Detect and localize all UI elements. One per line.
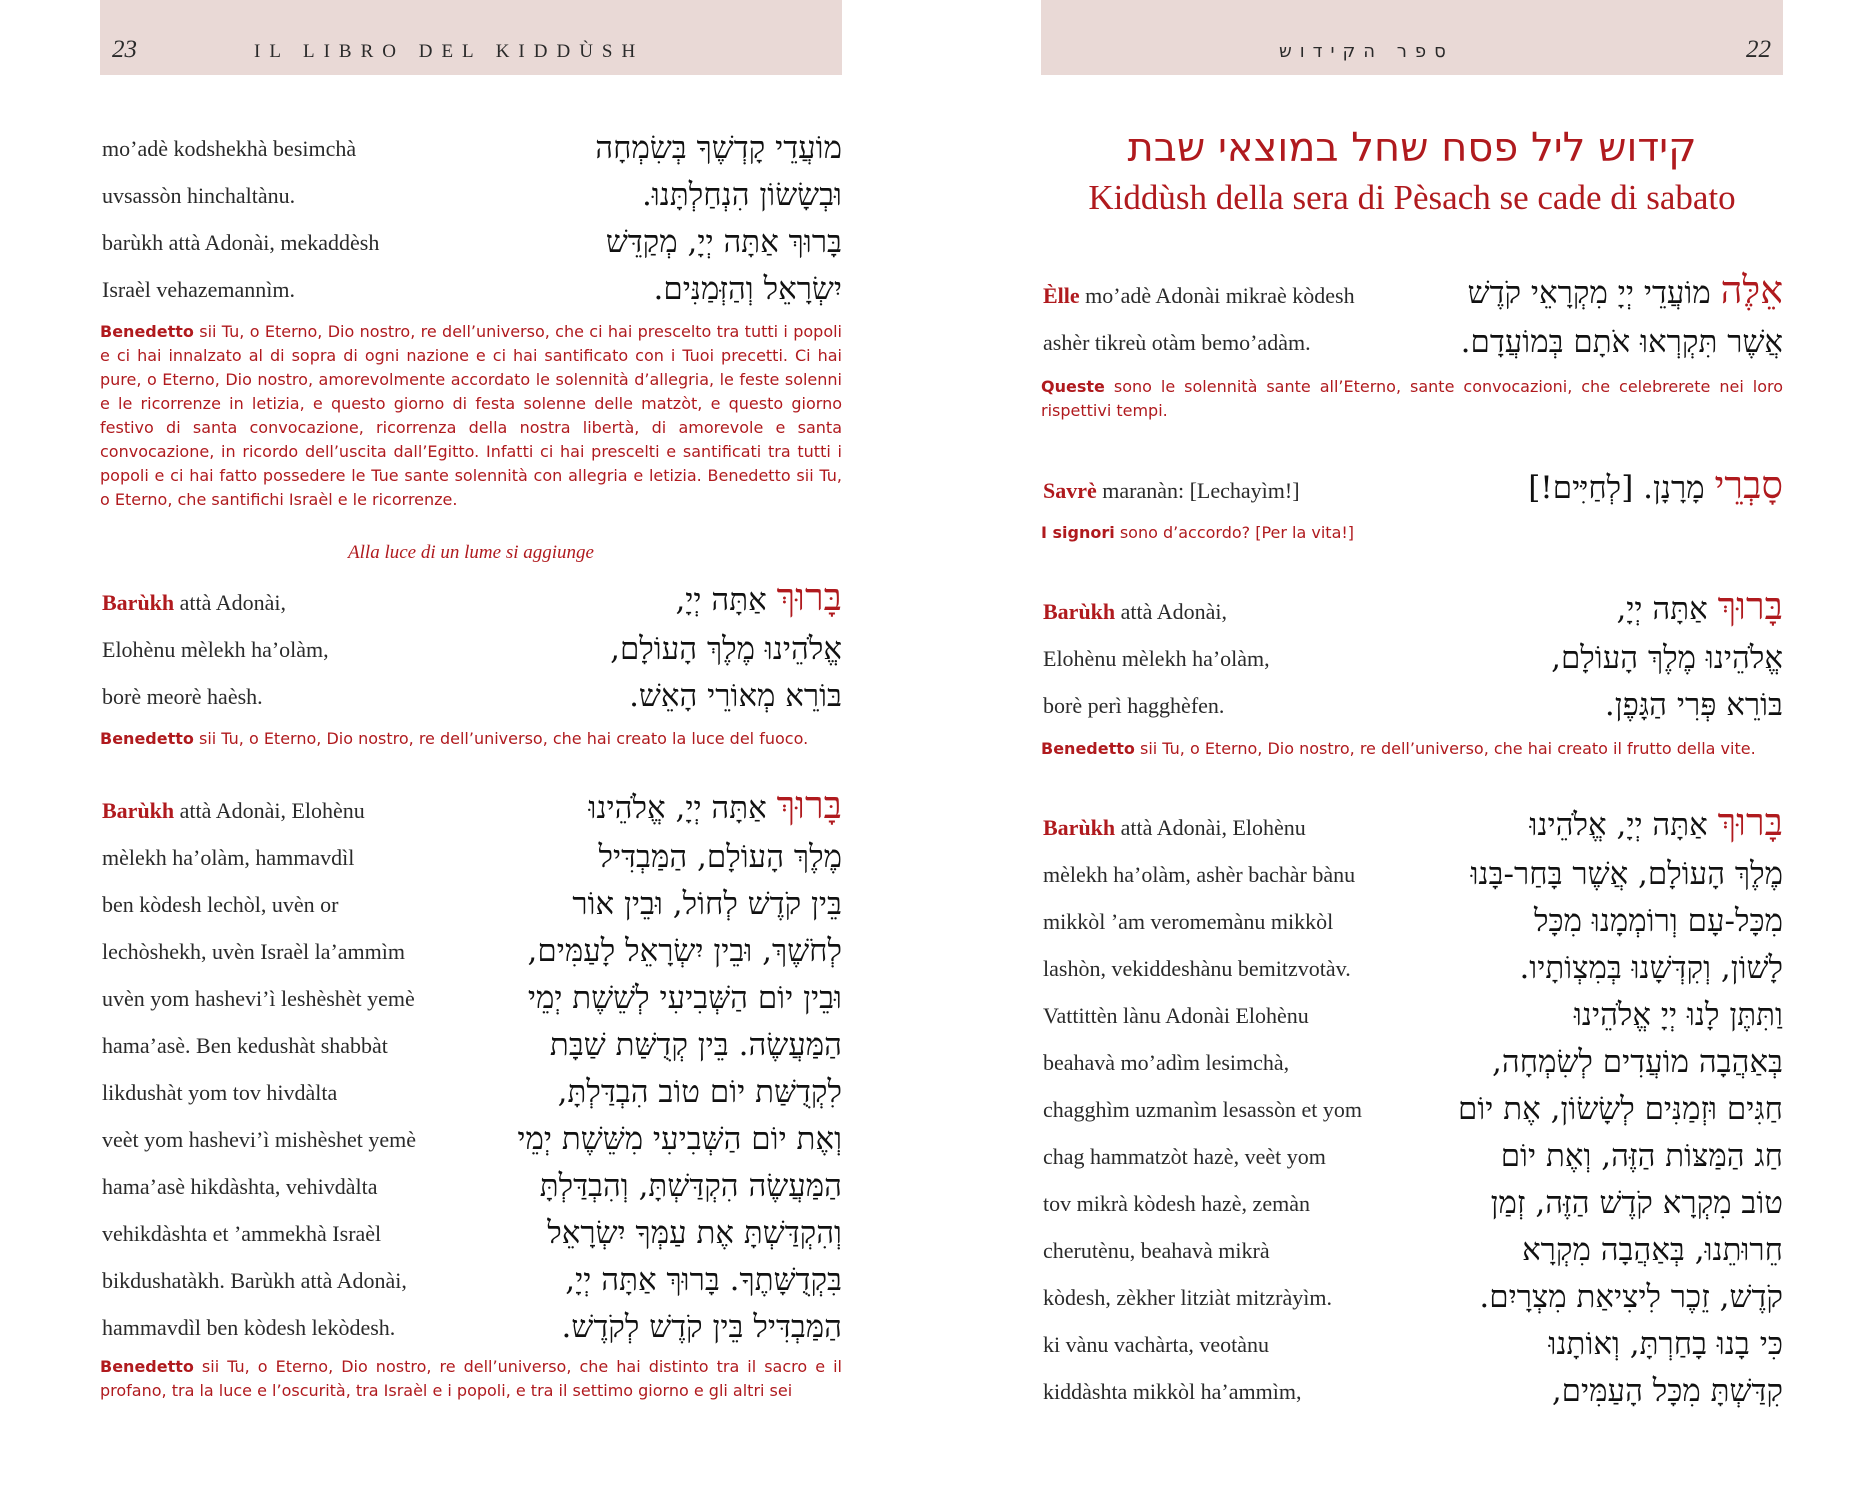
transliteration: mo’adè kodshekhà besimchà bbox=[102, 136, 357, 161]
hebrew-text: קִדַּשְׁתָּ מִכָּל הָעַמִּים, bbox=[1551, 1373, 1783, 1409]
translation-text: sii Tu, o Eterno, Dio nostro, re dell’universo, che hai creato la luce del fuoco. bbox=[193, 729, 809, 748]
verse-block bbox=[1041, 270, 1783, 364]
verse-line bbox=[100, 973, 842, 1020]
transliteration: mèlekh ha’olàm, hammavdìl bbox=[102, 845, 355, 870]
hebrew-text: קֹדֶשׁ, זֵכֶר לִיצִיאַת מִצְרָיִם. bbox=[1479, 1279, 1783, 1315]
section-title-hebrew: קידוש ליל פסח שחל במוצאי שבת bbox=[1127, 125, 1697, 171]
rubric-note: Alla luce di un lume si aggiunge bbox=[348, 542, 594, 563]
verse-line bbox=[100, 785, 842, 832]
verse-line bbox=[1041, 943, 1783, 990]
hebrew-text: מֶלֶךְ הָעוֹלָם, הַמַּבְדִּיל bbox=[598, 839, 842, 875]
transliteration: hama’asè. Ben kedushàt shabbàt bbox=[102, 1033, 388, 1058]
hebrew-text: חֵרוּתֵנוּ, בְּאַהֲבָה מִקְרָא bbox=[1522, 1232, 1783, 1268]
page-number: 23 bbox=[112, 36, 137, 63]
hebrew-text: הַמַּעֲשֶׂה. בֵּין קְדֻשַּׁת שַׁבָּת bbox=[549, 1027, 842, 1063]
transliteration: Elohènu mèlekh ha’olàm, bbox=[102, 637, 329, 662]
transliteration: ashèr tikreù otàm bemo’adàm. bbox=[1043, 330, 1311, 355]
verse-line bbox=[1041, 896, 1783, 943]
page-number: 22 bbox=[1746, 36, 1771, 63]
verse-line bbox=[100, 671, 842, 718]
transliteration: cherutènu, beahavà mikrà bbox=[1043, 1238, 1270, 1263]
right-page bbox=[1041, 0, 1783, 1500]
verse-line bbox=[1041, 1319, 1783, 1366]
translation-first-word: Benedetto bbox=[100, 322, 194, 341]
verse-line bbox=[100, 1067, 842, 1114]
hebrew-text: אֱלֹהֵינוּ מֶלֶךְ הָעוֹלָם, bbox=[610, 631, 842, 667]
verse-line bbox=[100, 1161, 842, 1208]
transliteration: Barùkh attà Adonài, bbox=[1043, 599, 1227, 624]
verse-line bbox=[100, 879, 842, 926]
transliteration: Èlle mo’adè Adonài mikraè kòdesh bbox=[1043, 283, 1355, 308]
verse-line bbox=[1041, 990, 1783, 1037]
verse-line bbox=[100, 832, 842, 879]
hebrew-text: אֲשֶׁר תִּקְרְאוּ אֹתָם בְּמוֹעֲדָם. bbox=[1460, 324, 1783, 360]
verse-line bbox=[100, 624, 842, 671]
verse-line bbox=[1041, 465, 1783, 512]
hebrew-text: וַתִּתֶּן לָנוּ יְיָ אֱלֹהֵינוּ bbox=[1573, 997, 1783, 1033]
verse-line bbox=[100, 1302, 842, 1349]
verse-line bbox=[100, 926, 842, 973]
hebrew-text: בֵּין קֹדֶשׁ לְחוֹל, וּבֵין אוֹר bbox=[572, 886, 842, 922]
hebrew-text: אֱלֹהֵינוּ מֶלֶךְ הָעוֹלָם, bbox=[1551, 640, 1783, 676]
hebrew-text: חַג הַמַּצּוֹת הַזֶּה, וְאֶת יוֹם bbox=[1500, 1138, 1783, 1174]
translation-paragraph bbox=[100, 727, 842, 751]
transliteration: lechòshekh, uvèn Israèl la’ammìm bbox=[102, 939, 406, 964]
transliteration: chagghìm uzmanìm lesassòn et yom bbox=[1043, 1097, 1362, 1122]
hebrew-text: לִקְדֻשַּׁת יוֹם טוֹב הִבְדַּלְתָּ, bbox=[557, 1074, 842, 1110]
hebrew-text: בָּרוּךְ אַתָּה יְיָ, bbox=[1616, 584, 1783, 628]
hebrew-text: לָשׁוֹן, וְקִדְּשָׁנוּ בְּמִצְוֹתָיו. bbox=[1519, 950, 1783, 986]
verse-block bbox=[100, 123, 842, 311]
verse-line bbox=[1041, 1084, 1783, 1131]
verse-line bbox=[1041, 1366, 1783, 1413]
hebrew-text: וְאֶת יוֹם הַשְּׁבִיעִי מִשֵּׁשֶׁת יְמֵי bbox=[517, 1121, 842, 1157]
verse-line bbox=[100, 1208, 842, 1255]
transliteration: Savrè maranàn: [Lechayìm!] bbox=[1043, 478, 1300, 503]
verse-line bbox=[1041, 1272, 1783, 1319]
transliteration: hama’asè hikdàshta, vehivdàlta bbox=[102, 1174, 378, 1199]
transliteration: ki vànu vachàrta, veotànu bbox=[1043, 1332, 1270, 1357]
transliteration: borè perì hagghèfen. bbox=[1043, 693, 1225, 718]
transliteration: borè meorè haèsh. bbox=[102, 684, 263, 709]
hebrew-text: חַגִּים וּזְמַנִּים לְשָׂשׂוֹן, אֶת יוֹם bbox=[1458, 1091, 1783, 1127]
transliteration: mèlekh ha’olàm, ashèr bachàr bànu bbox=[1043, 862, 1356, 887]
hebrew-text: מִכָּל-עָם וְרוֹמְמָנוּ מִכָּל bbox=[1534, 903, 1783, 939]
verse-line bbox=[1041, 1178, 1783, 1225]
hebrew-text: וּבֵין יוֹם הַשְּׁבִיעִי לְשֵׁשֶׁת יְמֵי bbox=[527, 980, 842, 1016]
translation-first-word: Benedetto bbox=[1041, 739, 1135, 758]
hebrew-text: בּוֹרֵא מְאוֹרֵי הָאֵשׁ. bbox=[629, 678, 842, 714]
hebrew-text: בָּרוּךְ אַתָּה יְיָ, bbox=[675, 575, 842, 619]
transliteration: uvsassòn hinchaltànu. bbox=[102, 183, 296, 208]
hebrew-text: וּבְשָׂשׂוֹן הִנְחַלְתָּנוּ. bbox=[642, 177, 842, 213]
left-page bbox=[100, 0, 842, 1500]
transliteration: ben kòdesh lechòl, uvèn or bbox=[102, 892, 339, 917]
transliteration: kòdesh, zèkher litziàt mitzràyìm. bbox=[1043, 1285, 1332, 1310]
verse-line bbox=[100, 1020, 842, 1067]
transliteration: Vattittèn lànu Adonài Elohènu bbox=[1043, 1003, 1309, 1028]
verse-line bbox=[100, 170, 842, 217]
transliteration: barùkh attà Adonài, mekaddèsh bbox=[102, 230, 380, 255]
hebrew-text: בָּרוּךְ אַתָּה יְיָ, אֱלֹהֵינוּ bbox=[1529, 800, 1783, 844]
hebrew-text: בּוֹרֵא פְּרִי הַגָּפֶן. bbox=[1604, 687, 1783, 723]
hebrew-text: אֵלֶּה מוֹעֲדֵי יְיָ מִקְרָאֵי קֹדֶשׁ bbox=[1467, 268, 1783, 312]
verse-line bbox=[100, 577, 842, 624]
verse-line bbox=[1041, 680, 1783, 727]
hebrew-text: מֶלֶךְ הָעוֹלָם, אֲשֶׁר בָּחַר-בָּנוּ bbox=[1470, 856, 1783, 892]
verse-block bbox=[100, 785, 842, 1349]
hebrew-text: בָּרוּךְ אַתָּה יְיָ, מְקַדֵּשׁ bbox=[605, 224, 842, 260]
transliteration: lashòn, vekiddeshànu bemitzvotàv. bbox=[1043, 956, 1351, 981]
hebrew-text: מוֹעֲדֵי קָדְשֶׁךָ בְּשִׂמְחָה bbox=[595, 130, 842, 166]
verse-line bbox=[1041, 317, 1783, 364]
page-header bbox=[100, 0, 842, 75]
transliteration: Elohènu mèlekh ha’olàm, bbox=[1043, 646, 1270, 671]
translation-paragraph bbox=[1041, 375, 1783, 423]
translation-first-word: Queste bbox=[1041, 377, 1105, 396]
transliteration: beahavà mo’adìm lesimchà, bbox=[1043, 1050, 1290, 1075]
verse-line bbox=[100, 123, 842, 170]
hebrew-text: בָּרוּךְ אַתָּה יְיָ, אֱלֹהֵינוּ bbox=[588, 783, 842, 827]
translation-paragraph bbox=[1041, 521, 1783, 545]
verse-line bbox=[1041, 802, 1783, 849]
translation-text: sii Tu, o Eterno, Dio nostro, re dell’universo, che hai creato il frutto della vite. bbox=[1134, 739, 1756, 758]
transliteration: vehikdàshta et ’ammekhà Israèl bbox=[102, 1221, 382, 1246]
hebrew-text: הַמַּבְדִּיל בֵּין קֹדֶשׁ לְקֹדֶשׁ. bbox=[561, 1309, 842, 1345]
translation-paragraph bbox=[1041, 737, 1783, 761]
hebrew-text: הַמַּעֲשֶׂה הִקְדַּשְׁתָּ, וְהִבְדַּלְתָּ bbox=[539, 1168, 842, 1204]
verse-line bbox=[1041, 586, 1783, 633]
translation-paragraph bbox=[100, 320, 842, 512]
transliteration: kiddàshta mikkòl ha’ammìm, bbox=[1043, 1379, 1302, 1404]
verse-block bbox=[100, 577, 842, 718]
transliteration: Israèl vehazemannìm. bbox=[102, 277, 296, 302]
translation-first-word: Benedetto bbox=[100, 1357, 194, 1376]
verse-line bbox=[1041, 849, 1783, 896]
verse-line bbox=[1041, 270, 1783, 317]
hebrew-text: בִּקְדֻשָּׁתֶךָ. בָּרוּךְ אַתָּה יְיָ, bbox=[565, 1262, 842, 1298]
verse-block bbox=[1041, 586, 1783, 727]
translation-paragraph bbox=[100, 1355, 842, 1403]
page-header bbox=[1041, 0, 1783, 75]
verse-block bbox=[1041, 465, 1783, 512]
verse-line bbox=[100, 1114, 842, 1161]
hebrew-text: סָבְרֵי מָרָנָן. [לְחַיִּים!] bbox=[1528, 463, 1783, 507]
transliteration: Barùkh attà Adonài, Elohènu bbox=[1043, 815, 1306, 840]
transliteration: bikdushatàkh. Barùkh attà Adonài, bbox=[102, 1268, 407, 1293]
hebrew-text: כִּי בָנוּ בָחַרְתָּ, וְאוֹתָנוּ bbox=[1548, 1326, 1783, 1362]
transliteration: likdushàt yom tov hivdàlta bbox=[102, 1080, 338, 1105]
verse-line bbox=[1041, 1131, 1783, 1178]
transliteration: hammavdìl ben kòdesh lekòdesh. bbox=[102, 1315, 396, 1340]
transliteration: chag hammatzòt hazè, veèt yom bbox=[1043, 1144, 1326, 1169]
running-title: IL LIBRO DEL KIDDÙSH bbox=[254, 41, 645, 62]
translation-first-word: I signori bbox=[1041, 523, 1115, 542]
translation-text: sii Tu, o Eterno, Dio nostro, re dell’universo, che hai distinto tra il sacro e il profano, tra la luce e l’oscurità, tra Israèl e i popoli, e tra il settimo giorno e gli altri sei bbox=[100, 1357, 842, 1400]
running-title: ספר הקידוש bbox=[1279, 41, 1454, 62]
transliteration: mikkòl ’am veromemànu mikkòl bbox=[1043, 909, 1334, 934]
transliteration: uvèn yom hashevi’ì leshèshèt yemè bbox=[102, 986, 415, 1011]
transliteration: Barùkh attà Adonài, bbox=[102, 590, 286, 615]
translation-text: sii Tu, o Eterno, Dio nostro, re dell’universo, che ci hai prescelto tra tutti i popoli e ci hai innalzato al di sopra di ogni nazione e ci hai santificato con i Tuoi precetti. Ci hai pure, o Eterno, Dio nostro, amorevolmente accordato le solennità d’allegria, le feste solenni e le ricorrenze in letizia, e questo giorno di festa solenne delle matzòt, e questo giorno festivo di santa convocazione, ricorrenza della nostra libertà, di amorevole e santa convocazione, in ricordo dell’uscita dall’Egitto. Infatti ci hai prescelti e santificati tra tutti i popoli e ci hai fatto possedere le Tue sante solennità con allegria e letizia. Benedetto sii Tu, o Eterno, che santifichi Israèl e le ricorrenze. bbox=[100, 322, 842, 509]
verse-line bbox=[100, 217, 842, 264]
verse-line bbox=[1041, 1225, 1783, 1272]
section-title-italian: Kiddùsh della sera di Pèsach se cade di sabato bbox=[1088, 178, 1736, 217]
translation-text: sono le solennità sante all’Eterno, sante convocazioni, che celebrerete nei loro rispettivi tempi. bbox=[1041, 377, 1783, 420]
verse-line bbox=[1041, 1037, 1783, 1084]
verse-line bbox=[100, 264, 842, 311]
hebrew-text: בְּאַהֲבָה מוֹעֲדִים לְשִׂמְחָה, bbox=[1492, 1044, 1783, 1080]
translation-first-word: Benedetto bbox=[100, 729, 194, 748]
hebrew-text: יִשְׂרָאֵל וְהַזְּמַנִּים. bbox=[653, 271, 842, 307]
verse-line bbox=[1041, 633, 1783, 680]
hebrew-text: וְהִקְדַּשְׁתָּ אֶת עַמְּךָ יִשְׂרָאֵל bbox=[547, 1215, 842, 1251]
hebrew-text: טוֹב מִקְרָא קֹדֶשׁ הַזֶּה, זְמַן bbox=[1490, 1185, 1783, 1221]
verse-block bbox=[1041, 802, 1783, 1413]
transliteration: veèt yom hashevi’ì mishèshet yemè bbox=[102, 1127, 417, 1152]
transliteration: Barùkh attà Adonài, Elohènu bbox=[102, 798, 365, 823]
translation-text: sono d’accordo? [Per la vita!] bbox=[1114, 523, 1355, 542]
verse-line bbox=[100, 1255, 842, 1302]
transliteration: tov mikrà kòdesh hazè, zemàn bbox=[1043, 1191, 1310, 1216]
hebrew-text: לְחֹשֶׁךְ, וּבֵין יִשְׂרָאֵל לָעַמִּים, bbox=[527, 933, 842, 969]
